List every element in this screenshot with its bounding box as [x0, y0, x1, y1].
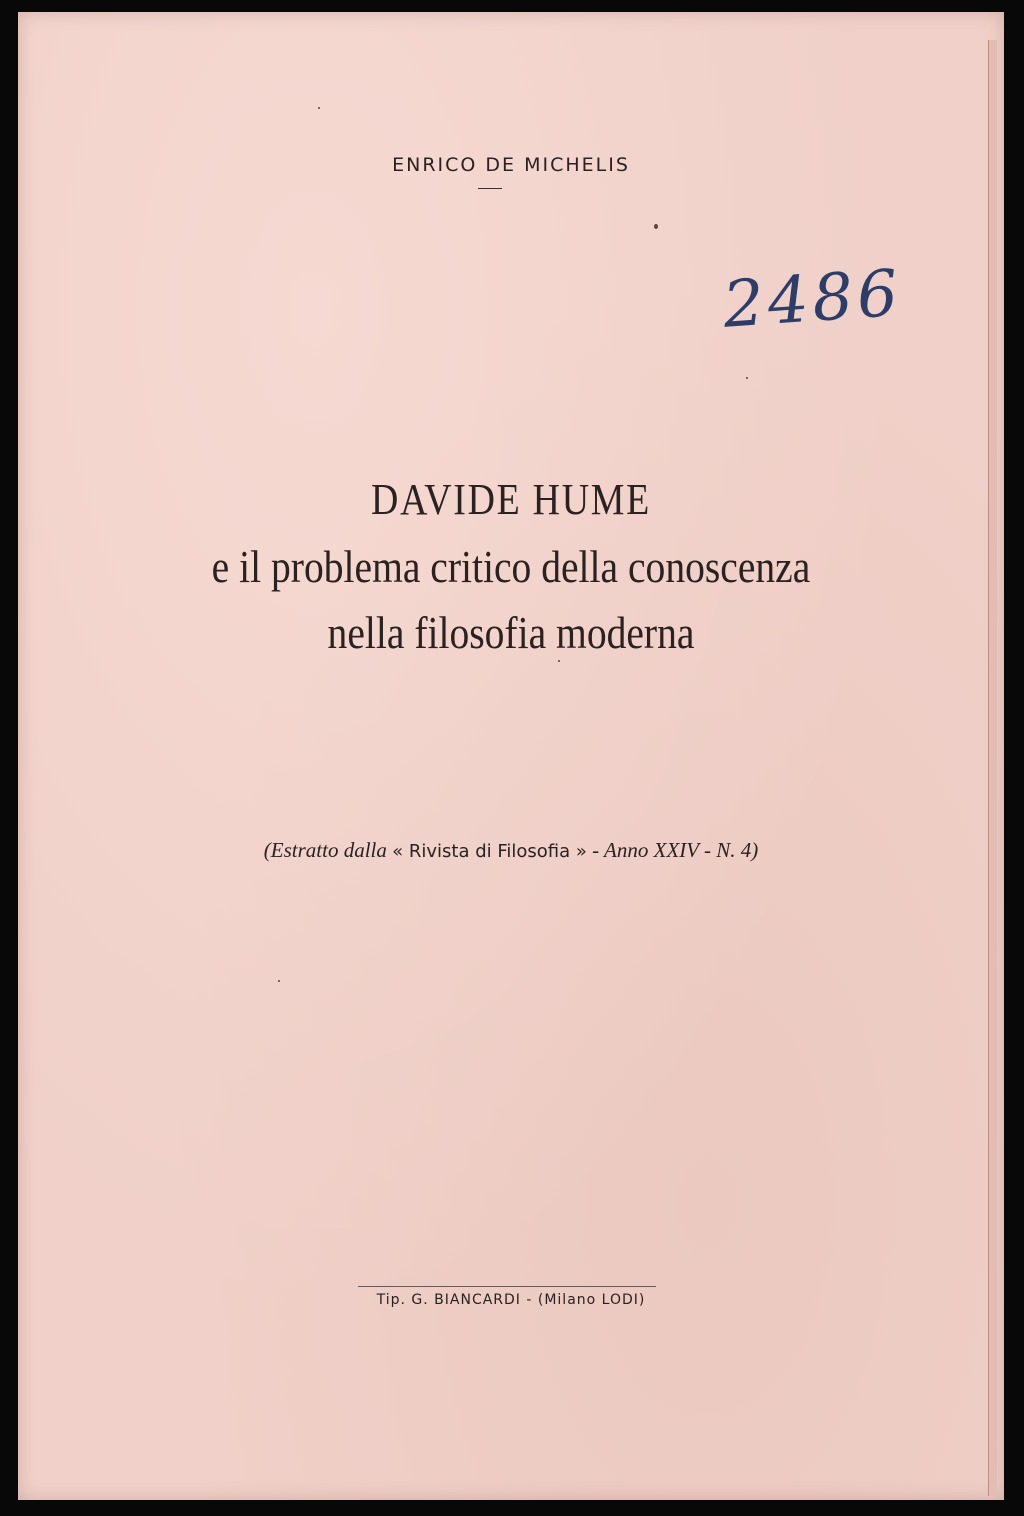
printer-divider: [358, 1286, 656, 1287]
author-name: ENRICO DE MICHELIS: [392, 154, 630, 176]
paper-speck: [558, 660, 560, 662]
page-edge: [988, 40, 997, 1496]
document-page: [18, 12, 1004, 1500]
extract-open: (Estratto dalla: [263, 838, 387, 862]
handwritten-catalog-number: 2486: [720, 256, 905, 343]
title-subtitle-line-1: e il problema critico della conoscenza: [211, 541, 811, 592]
paper-speck: [318, 107, 320, 109]
title-main: DAVIDE HUME: [371, 475, 651, 524]
author-divider: [478, 188, 502, 189]
paper-speck: [654, 224, 658, 229]
printer-imprint: Tip. G. BIANCARDI - (Milano LODI): [376, 1292, 646, 1308]
extract-note: [18, 838, 1004, 863]
title-subtitle-line-2: nella filosofia moderna: [327, 607, 695, 658]
extract-issue: - Anno XXIV - N. 4): [592, 838, 759, 862]
paper-speck: [278, 980, 280, 982]
paper-speck: [746, 377, 748, 379]
extract-journal: « Rivista di Filosofia »: [392, 841, 587, 862]
